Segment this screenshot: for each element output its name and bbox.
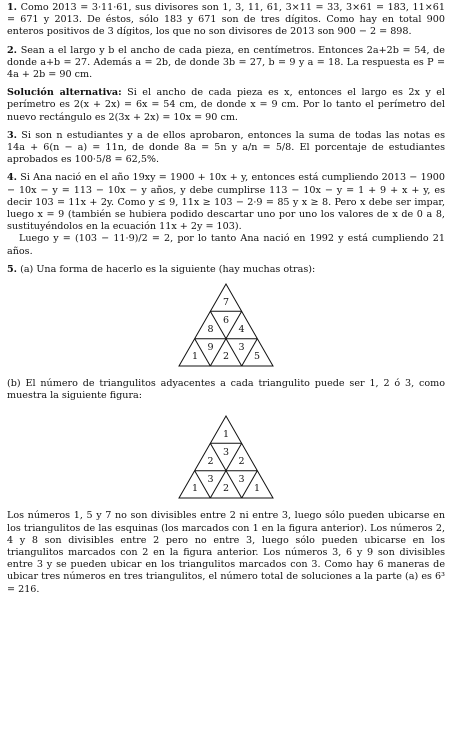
fig-a-cell: 1 bbox=[191, 351, 199, 363]
fig-a-cell: 9 bbox=[207, 342, 214, 354]
problem-4-conclusion: Luego y = (103 − 11·9)/2 = 2, por lo tanto Ana nació en 1992 y está cumpliendo 21 años. bbox=[7, 233, 445, 257]
problem-4-text: Si Ana nació en el año 19xy = 1900 + 10x + y, entonces está cumpliendo 2013 − 1900 − 10x − y = 113 − 10x − y años, y debe cumplirse 113 − 10x − y = 1 + 9 + x + y, es decir 103 = 11x + 2y. Como y ≤ 9, 11x ≥ 103 − 2·9 = 85 y x ≥ 8. Pero x debe ser impar, luego x = 9 (también se hubiera podido descartar uno por uno los valores de x de 0 a 8, sustituyéndolos en la ecuación 11x + 2y = 103). bbox=[7, 172, 445, 233]
problem-2-text: Sean a el largo y b el ancho de cada pieza, en centímetros. Entonces 2a+2b = 54, de donde a+b = 27. Además a = 2b, de donde 3b = 27, b = 9 y a = 18. La respuesta es P = 4a + 2b = 90 cm. bbox=[7, 44, 445, 81]
problem-4-solution bbox=[7, 172, 445, 233]
fig-b-cell: 3 bbox=[238, 474, 245, 486]
fig-a-cell: 6 bbox=[222, 315, 230, 327]
problem-3-text: Si son n estudiantes y a de ellos aprobaron, entonces la suma de todas las notas es 14a + 6(n − a) = 11n, de donde 8a = 5n y a/n = 5/8. El porcentaje de estudiantes aprobados es 100·5/8 = 62,5%. bbox=[7, 129, 445, 166]
document-page bbox=[7, 2, 445, 596]
fig-b-cell: 3 bbox=[207, 474, 214, 486]
fig-a-cell: 8 bbox=[207, 324, 214, 336]
problem-2-number: 2. bbox=[7, 44, 18, 56]
problem-1-text: Como 2013 = 3·11·61, sus divisores son 1, 3, 11, 61, 3×11 = 33, 3×61 = 183, 11×61 = 671 y 2013. De éstos, sólo 183 y 671 son de tres dígitos. Como hay en total 900 enteros positivos de 3 dígitos, los que no son divisores de 2013 son 900 − 2 = 898. bbox=[7, 2, 445, 38]
fig-b-cell: 2 bbox=[207, 456, 214, 468]
problem-3-solution bbox=[7, 130, 445, 167]
fig-b-cell: 3 bbox=[222, 447, 230, 459]
problem-5c-text: Los números 1, 5 y 7 no son divisibles entre 2 ni entre 3, luego sólo pueden ubicarse en los triangulitos de las esquinas (los marcados con 1 en la figura anterior). Los números 2, 4 y 8 son divisibles entre 2 pero no entre 3, luego sólo pueden ubicarse en los triangulitos marcados con 2 en la figura anterior. Los números 3, 6 y 9 son divisibles entre 3 y se pueden ubicar en los triangulitos marcados con 3. Como hay 6 maneras de ubicar tres números en tres triangulitos, el número total de soluciones a la parte (a) es 6³ = 216. bbox=[7, 510, 445, 595]
problem-5a-text: (a) Una forma de hacerlo es la siguiente (hay muchas otras): bbox=[20, 263, 316, 275]
fig-a-cell: 3 bbox=[238, 342, 245, 354]
fig-b-cell: 2 bbox=[222, 483, 230, 495]
triangle-figure-a bbox=[7, 276, 445, 372]
problem-4-number: 4. bbox=[7, 172, 18, 184]
triangle-grid-a bbox=[156, 276, 296, 372]
fig-a-cell: 5 bbox=[253, 351, 261, 363]
problem-3-number: 3. bbox=[7, 129, 18, 141]
fig-a-cell: 2 bbox=[222, 351, 230, 363]
problem-5a-solution bbox=[7, 264, 445, 276]
fig-b-cell: 1 bbox=[222, 429, 230, 441]
fig-b-cell: 1 bbox=[253, 483, 261, 495]
fig-b-cell: 2 bbox=[238, 456, 245, 468]
problem-5b-text: (b) El número de triangulitos adyacentes a cada triangulito puede ser 1, 2 ó 3, como muestra la siguiente figura: bbox=[7, 378, 445, 402]
problem-5-number: 5. bbox=[7, 263, 18, 275]
alternative-solution bbox=[7, 87, 445, 124]
triangle-figure-b bbox=[7, 408, 445, 504]
fig-b-cell: 1 bbox=[191, 483, 199, 495]
problem-2-solution bbox=[7, 45, 445, 82]
fig-a-cell: 7 bbox=[222, 297, 230, 309]
problem-1-number: 1. bbox=[7, 2, 18, 13]
fig-a-cell: 4 bbox=[238, 324, 245, 336]
problem-1-solution bbox=[7, 2, 445, 39]
triangle-grid-b bbox=[156, 408, 296, 504]
alternative-solution-label: Solución alternativa: bbox=[7, 87, 122, 99]
alternative-solution-text: Si el ancho de cada pieza es x, entonces el largo es 2x y el perímetro es 2(x + 2x) = 6x = 54 cm, de donde x = 9 cm. Por lo tanto el perímetro del nuevo rectángulo es 2(3x + 2x) = 10x = 90 cm. bbox=[7, 87, 445, 123]
